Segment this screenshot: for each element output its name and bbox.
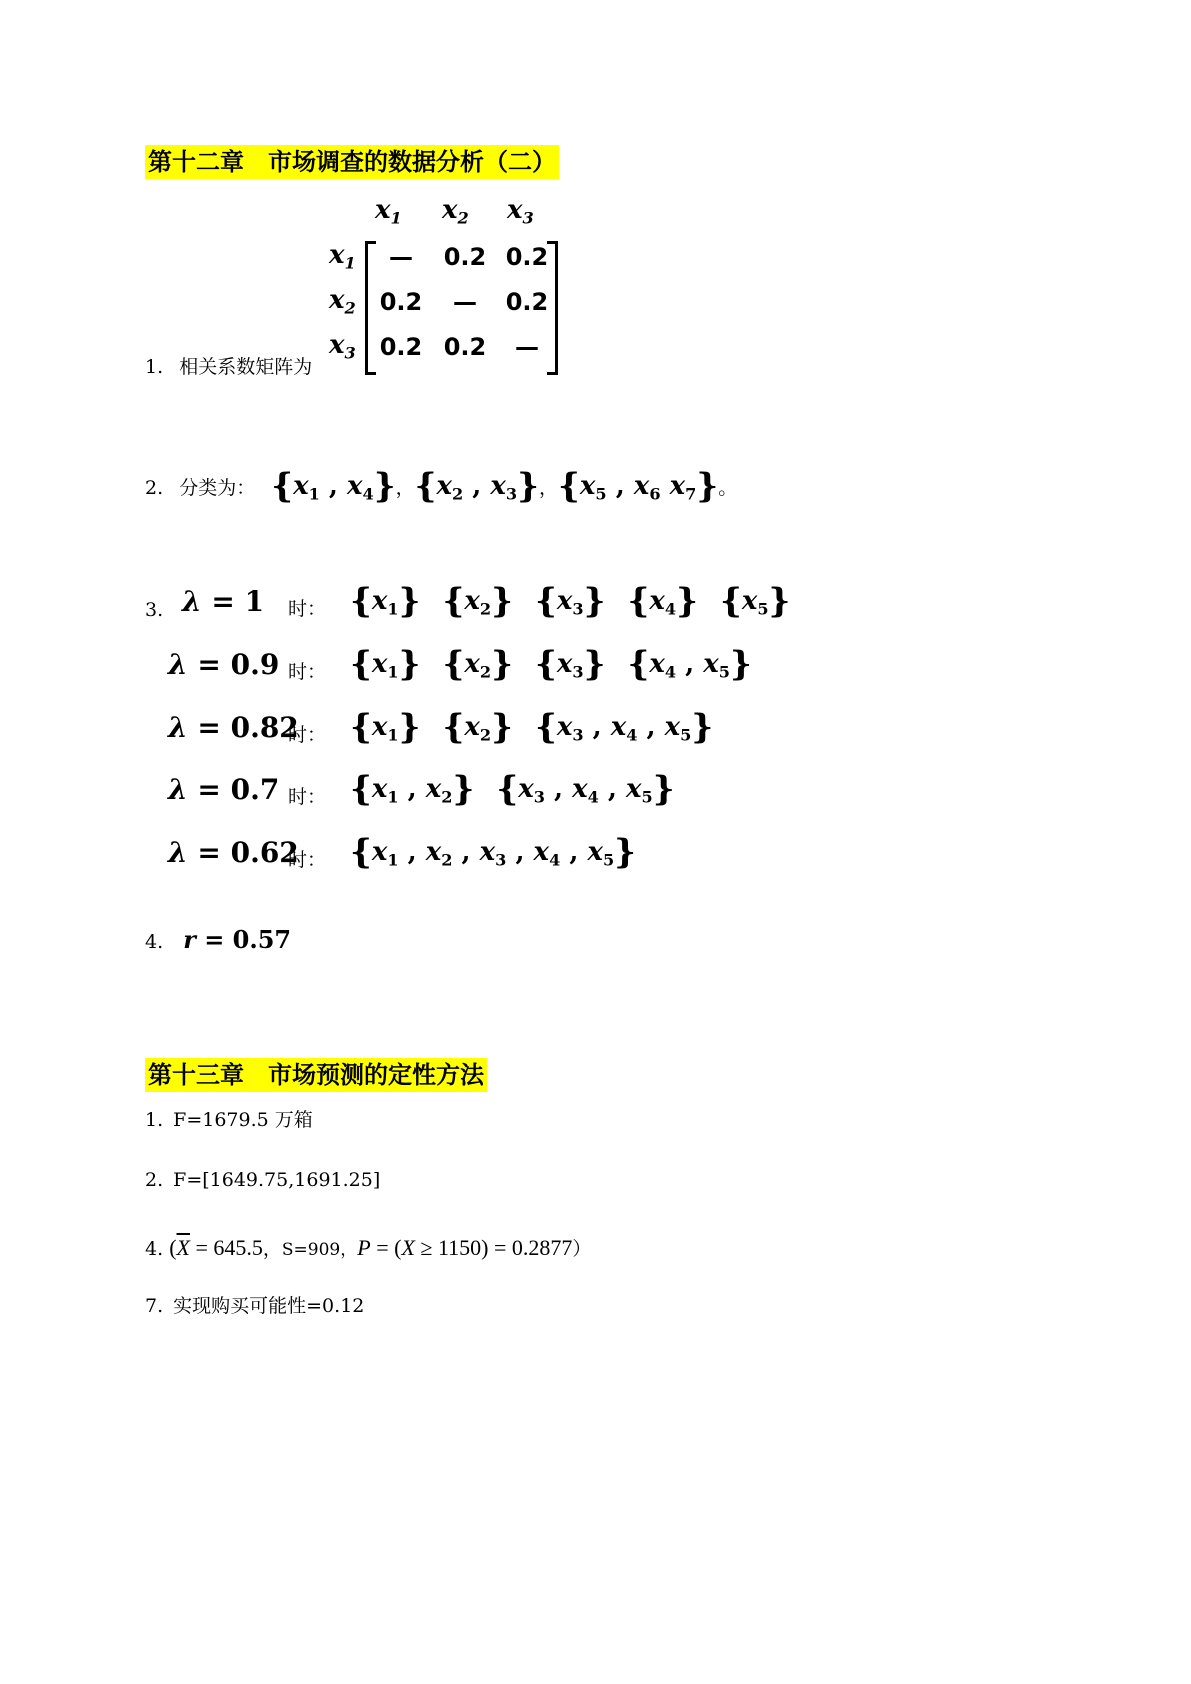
matrix-cell: 0.2 [379,288,423,316]
ch13-q4-formula: ($\overline{X} = 645.5$ [169,1235,263,1260]
matrix-cell: 0.2 [443,243,487,271]
lambda-when-label: 时： [288,661,327,683]
q4-number: 4. [145,931,164,953]
lambda-class-set: $\{x_2\}$ [442,707,513,747]
lambda-classes [350,769,697,809]
q1-label: 相关系数矩阵为 [179,356,313,378]
matrix-cell: 0.2 [505,288,549,316]
lambda-value: λ = 0.7 [168,773,280,806]
lambda-class-set: $\{x_2\}$ [442,581,513,621]
matrix-col-label: $x_2$ [442,195,469,228]
lambda-class-set: {$x_3$ , $x_4$ , $x_5$} [534,707,714,747]
ch13-item-7: 7. 实现购买可能性=0.12 [145,1295,365,1317]
lambda-classes [350,581,812,621]
lambda-class-set: $\{x_4\}$ [627,581,698,621]
lambda-class-set: $\{x_1\}$ [350,707,421,747]
q1-number: 1. [145,356,164,378]
lambda-class-set: $\{x_2\}$ [442,644,513,684]
ch13-item-1: 1. F=1679.5 万箱 [145,1109,313,1131]
lambda-class-set: {$x_3$ , $x_4$ , $x_5$} [496,769,675,809]
lambda-class-set: {$x_1$ , $x_2$ , $x_3$ , $x_4$ , $x_5$} [350,832,637,872]
matrix-row-label: $x_1$ [329,240,356,273]
lambda-class-set: $\{x_5\}$ [719,581,791,621]
correlation-matrix [325,195,565,375]
lambda-class-set: {$x_1$ , $x_2$} [350,769,475,809]
matrix-cell: — [515,333,539,361]
lambda-class-set: {$x_4$ , $x_5$} [627,644,752,684]
lambda-value: λ = 0.9 [168,648,280,681]
q2-label: 分类为： [179,477,256,499]
matrix-col-label: $x_1$ [375,195,402,228]
q1-text [145,355,312,379]
q2-line [145,466,738,506]
matrix-cell: — [453,288,477,316]
chapter-12-heading: 第十二章 市场调查的数据分析（二） [145,145,559,179]
lambda-classes [350,707,735,747]
lambda-value: λ = 0.62 [168,836,299,869]
q4-line [145,925,292,954]
lambda-when-label: 时： [288,724,327,746]
matrix-row-label: $x_2$ [329,285,356,318]
matrix-cell: — [389,243,413,271]
q4-formula: r = 0.57 [183,925,292,954]
lambda-classes [350,644,774,684]
matrix-cell: 0.2 [379,333,423,361]
lambda-class-set: $\{x_3\}$ [534,581,606,621]
lambda-class-set: $\{x_1\}$ [350,581,421,621]
q2-number: 2. [145,477,164,499]
lambda-when-label: 时： [288,849,327,871]
lambda-value: λ = 1 [182,585,265,618]
ch13-item-2: 2. F=[1649.75,1691.25] [145,1169,381,1191]
lambda-class-set: $\{x_1\}$ [350,644,421,684]
lambda-class-set: $\{x_3\}$ [534,644,606,684]
lambda-when-label: 时： [288,786,327,808]
lambda-when-label: 时： [288,598,327,620]
lambda-classes [350,832,658,872]
q2-groups: {$x_1$ , $x_4$}，{$x_2$ , $x_3$}，{$x_5$ , $x_6$ $x_7$}。 [271,466,738,506]
matrix-col-label: $x_3$ [507,195,534,228]
matrix-row-label: $x_3$ [329,330,356,363]
chapter-13-heading: 第十三章 市场预测的定性方法 [145,1058,487,1092]
lambda-value: λ = 0.82 [168,711,299,744]
matrix-cell: 0.2 [443,333,487,361]
ch13-item-4: 4. ($\overline{X} = 645.5$，S=909，P = (X ≥ 1150) = 0.2877） [145,1235,592,1260]
matrix-cell: 0.2 [505,243,549,271]
q3-number: 3. [145,599,164,621]
